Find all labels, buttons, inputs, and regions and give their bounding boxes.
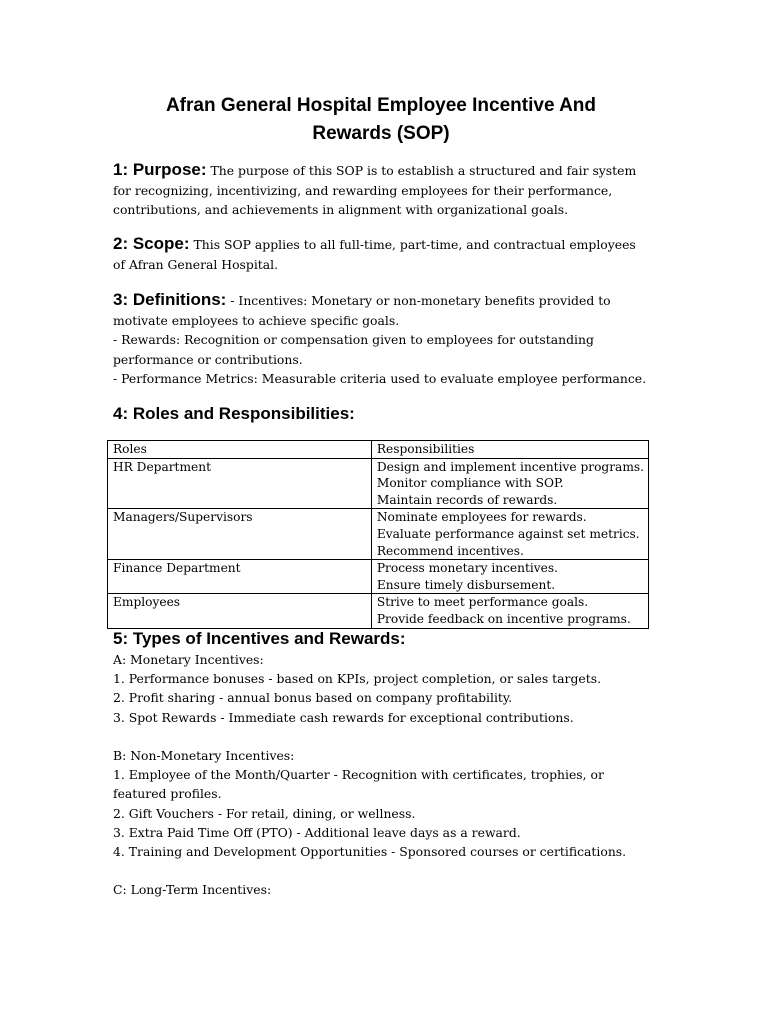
non-monetary-item-4: 4. Training and Development Opportunities - Sponsored courses or certifications. [113,844,627,860]
scope-heading: 2: Scope: [113,234,190,253]
definitions-item-2: - Rewards: Recognition or compensation given to employees for outstanding performance or contributions. [113,332,594,367]
roles-table [107,440,649,629]
table-row [108,458,649,509]
definitions-item-1 [113,290,649,330]
purpose-section [113,160,649,220]
definitions-heading: 3: Definitions: [113,290,227,309]
non-monetary-label: B: Non-Monetary Incentives: [113,748,295,763]
scope-text: This SOP applies to all full-time, part-time, and contractual employees of Afran General Hospital. [113,237,636,272]
long-term-label: C: Long-Term Incentives: [113,882,272,898]
table-cell-role: HR Department [108,458,372,509]
definitions-item-3: - Performance Metrics: Measurable criteria used to evaluate employee performance. [113,371,647,386]
table-cell-role: Managers/Supervisors [108,509,372,560]
table-cell-responsibilities [371,594,648,628]
table-cell-responsibilities [371,458,648,509]
title-line-2: Rewards (SOP) [312,123,450,144]
purpose-text: The purpose of this SOP is to establish a structured and fair system for recognizing, incentivizing, and rewarding employees for their performance, contributions, and achievements in alignment with organizational goals. [113,163,637,217]
responsibility-line: Evaluate performance against set metrics. [376,526,640,541]
table-row [108,509,649,560]
non-monetary-item-2: 2. Gift Vouchers - For retail, dining, or wellness. [113,805,416,821]
responsibility-line: Design and implement incentive programs. [376,459,644,474]
table-header-responsibilities: Responsibilities [371,441,648,459]
roles-heading: 4: Roles and Responsibilities: [113,404,355,423]
table-cell-role: Employees [108,594,372,628]
monetary-item-2: 2. Profit sharing - annual bonus based on company profitability. [113,690,513,706]
spacer [113,727,649,746]
non-monetary-item-3: 3. Extra Paid Time Off (PTO) - Additional leave days as a reward. [113,824,521,840]
responsibility-line: Ensure timely disbursement. [376,577,556,592]
table-cell-responsibilities [371,509,648,560]
table-row [108,594,649,628]
spacer [113,861,649,880]
non-monetary-item-1: 1. Employee of the Month/Quarter - Recognition with certificates, trophies, or featured profiles. [113,767,604,802]
table-cell-role: Finance Department [108,560,372,594]
table-row [108,560,649,594]
monetary-label: A: Monetary Incentives: [113,652,264,667]
types-list [113,650,649,900]
monetary-item-1: 1. Performance bonuses - based on KPIs, project completion, or sales targets. [113,671,602,687]
responsibility-line: Maintain records of rewards. [376,492,558,507]
definitions-item-1-text: - Incentives: Monetary or non-monetary benefits provided to motivate employees to achieve specific goals. [113,293,611,328]
types-heading: 5: Types of Incentives and Rewards: [113,629,406,648]
definitions-section [113,290,649,389]
responsibility-line: Provide feedback on incentive programs. [376,611,631,626]
table-header-row [108,441,649,459]
document-title [113,92,649,148]
responsibility-line: Strive to meet performance goals. [376,595,589,610]
responsibility-line: Monitor compliance with SOP. [376,476,564,491]
scope-section [113,234,649,274]
table-cell-responsibilities [371,560,648,594]
purpose-heading: 1: Purpose: [113,160,207,179]
monetary-item-3: 3. Spot Rewards - Immediate cash rewards for exceptional contributions. [113,709,574,725]
responsibility-line: Recommend incentives. [376,543,524,558]
responsibility-line: Process monetary incentives. [376,561,558,576]
title-line-1: Afran General Hospital Employee Incentive And [165,95,597,116]
table-header-roles: Roles [108,441,372,459]
responsibility-line: Nominate employees for rewards. [376,510,587,525]
